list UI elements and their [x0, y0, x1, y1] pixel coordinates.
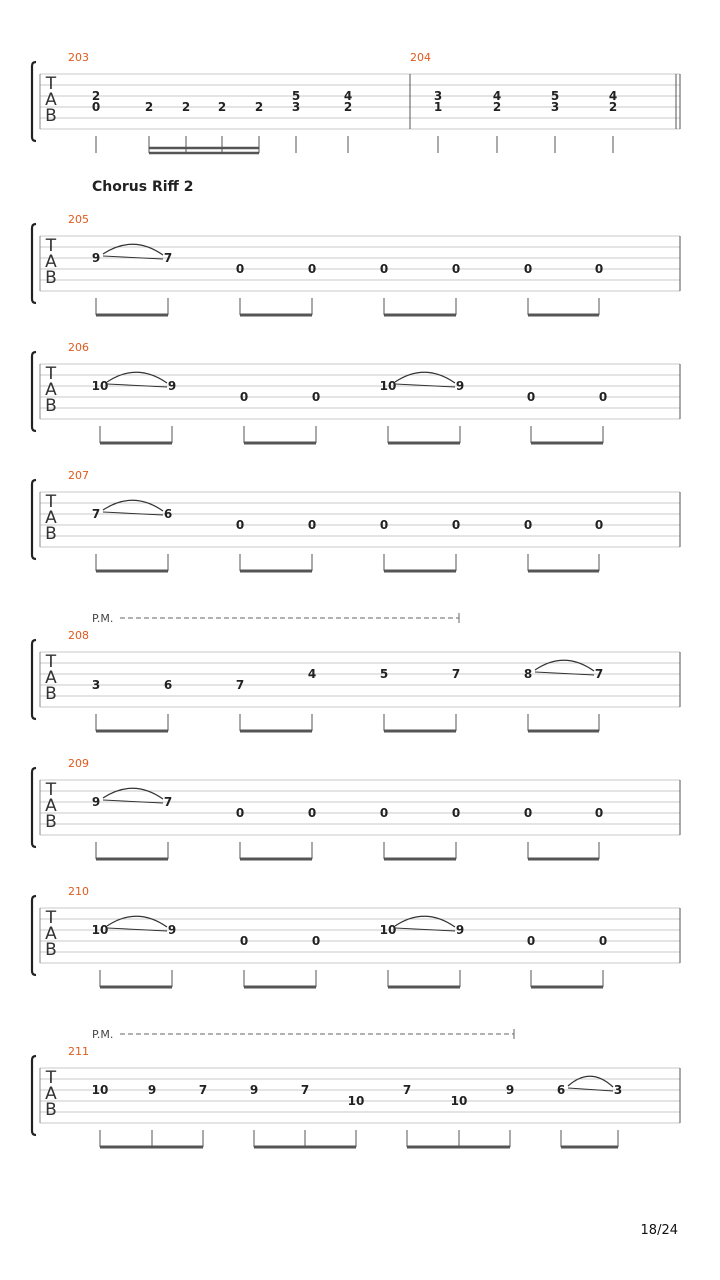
fret-number: 10	[91, 1083, 109, 1097]
fret-number: 3	[550, 100, 560, 114]
fret-number: 3	[613, 1083, 623, 1097]
fret-number: 0	[598, 934, 608, 948]
fret-number: 0	[451, 518, 461, 532]
fret-number: 0	[379, 262, 389, 276]
fret-number: 0	[311, 934, 321, 948]
fret-number: 2	[608, 100, 618, 114]
staff-system	[32, 213, 680, 315]
fret-number: 5	[379, 667, 389, 681]
fret-number: 9	[167, 379, 177, 393]
fret-number: 7	[300, 1083, 310, 1097]
measure-number: 208	[68, 629, 89, 642]
staff-system	[32, 757, 680, 859]
slur-arc	[568, 1076, 613, 1087]
measure-number: 205	[68, 213, 89, 226]
fret-number: 9	[147, 1083, 157, 1097]
fret-number: 7	[163, 795, 173, 809]
tab-clef-letter: B	[45, 524, 57, 544]
tab-clef-letter: B	[45, 268, 57, 288]
tab-clef-letter: T	[45, 780, 57, 800]
fret-number: 0	[235, 806, 245, 820]
fret-number: 0	[239, 934, 249, 948]
fret-number: 0	[379, 518, 389, 532]
system-bracket	[32, 352, 36, 431]
slur-arc	[107, 916, 167, 927]
fret-number: 9	[167, 923, 177, 937]
measure-number: 209	[68, 757, 89, 770]
fret-number: 2	[217, 100, 227, 114]
section-label-chorus-riff-2: Chorus Riff 2	[92, 179, 194, 195]
fret-number: 9	[455, 923, 465, 937]
staff-system	[32, 51, 680, 153]
fret-number: 0	[526, 934, 536, 948]
fret-number: 10	[450, 1094, 468, 1108]
system-bracket	[32, 224, 36, 303]
system-bracket	[32, 640, 36, 719]
fret-number: 10	[379, 923, 397, 937]
fret-number: 0	[523, 262, 533, 276]
staff-system	[32, 469, 680, 571]
palm-mute-label: P.M.	[92, 612, 114, 625]
fret-number: 4	[608, 89, 618, 103]
system-bracket	[32, 768, 36, 847]
fret-number: 0	[235, 518, 245, 532]
system-bracket	[32, 896, 36, 975]
slur-arc	[107, 372, 167, 383]
tab-clef-letter: A	[45, 1084, 57, 1104]
staff-system	[32, 885, 680, 987]
fret-number: 9	[505, 1083, 515, 1097]
fret-number: 7	[163, 251, 173, 265]
fret-number: 0	[307, 518, 317, 532]
tab-clef-letter: A	[45, 380, 57, 400]
tab-clef-letter: B	[45, 812, 57, 832]
measure-number: 206	[68, 341, 89, 354]
fret-number: 2	[254, 100, 264, 114]
measure-number: 204	[410, 51, 431, 64]
fret-number: 2	[144, 100, 154, 114]
fret-number: 1	[433, 100, 443, 114]
system-bracket	[32, 1056, 36, 1135]
fret-number: 5	[291, 89, 301, 103]
palm-mute-label: P.M.	[92, 1028, 114, 1041]
fret-number: 10	[347, 1094, 365, 1108]
tab-clef-letter: A	[45, 796, 57, 816]
fret-number: 9	[91, 795, 101, 809]
fret-number: 0	[523, 806, 533, 820]
tab-clef-letter: T	[45, 908, 57, 928]
tab-clef-letter: T	[45, 364, 57, 384]
staff-system	[32, 341, 680, 443]
fret-number: 7	[235, 678, 245, 692]
fret-number: 0	[379, 806, 389, 820]
measure-number: 210	[68, 885, 89, 898]
fret-number: 4	[307, 667, 317, 681]
fret-number: 0	[594, 806, 604, 820]
tab-clef-letter: A	[45, 90, 57, 110]
fret-number: 7	[451, 667, 461, 681]
fret-number: 0	[594, 518, 604, 532]
measure-number: 207	[68, 469, 89, 482]
fret-number: 7	[402, 1083, 412, 1097]
tab-clef-letter: A	[45, 508, 57, 528]
fret-number: 0	[598, 390, 608, 404]
tab-clef-letter: B	[45, 1100, 57, 1120]
fret-number: 0	[451, 806, 461, 820]
slur-arc	[103, 500, 163, 511]
tab-clef-letter: B	[45, 684, 57, 704]
fret-number: 10	[91, 923, 109, 937]
fret-number: 0	[91, 100, 101, 114]
measure-number: 211	[68, 1045, 89, 1058]
page-number: 18/24	[640, 1223, 678, 1238]
fret-number: 2	[492, 100, 502, 114]
fret-number: 4	[492, 89, 502, 103]
slur-arc	[395, 916, 455, 927]
fret-number: 0	[307, 262, 317, 276]
fret-number: 6	[163, 507, 173, 521]
tab-clef-letter: T	[45, 74, 57, 94]
fret-number: 3	[433, 89, 443, 103]
fret-number: 0	[307, 806, 317, 820]
fret-number: 10	[379, 379, 397, 393]
fret-number: 8	[523, 667, 533, 681]
slur-arc	[395, 372, 455, 383]
fret-number: 9	[249, 1083, 259, 1097]
fret-number: 6	[163, 678, 173, 692]
staff-system	[32, 612, 680, 731]
fret-number: 6	[556, 1083, 566, 1097]
slur-arc	[535, 660, 594, 671]
fret-number: 2	[181, 100, 191, 114]
slur-arc	[103, 244, 163, 255]
tab-clef-letter: B	[45, 940, 57, 960]
tab-clef-letter: T	[45, 236, 57, 256]
measure-number: 203	[68, 51, 89, 64]
tab-clef-letter: A	[45, 252, 57, 272]
system-bracket	[32, 480, 36, 559]
staff-system	[32, 1028, 680, 1147]
fret-number: 0	[235, 262, 245, 276]
tab-clef-letter: B	[45, 106, 57, 126]
fret-number: 3	[91, 678, 101, 692]
tab-clef-letter: A	[45, 668, 57, 688]
fret-number: 3	[291, 100, 301, 114]
fret-number: 9	[91, 251, 101, 265]
fret-number: 0	[523, 518, 533, 532]
fret-number: 2	[343, 100, 353, 114]
fret-number: 7	[198, 1083, 208, 1097]
fret-number: 0	[451, 262, 461, 276]
tab-clef-letter: T	[45, 652, 57, 672]
tab-clef-letter: B	[45, 396, 57, 416]
fret-number: 5	[550, 89, 560, 103]
tab-clef-letter: T	[45, 1068, 57, 1088]
slur-arc	[103, 788, 163, 799]
fret-number: 0	[594, 262, 604, 276]
fret-number: 4	[343, 89, 353, 103]
fret-number: 0	[526, 390, 536, 404]
fret-number: 0	[239, 390, 249, 404]
fret-number: 7	[594, 667, 604, 681]
fret-number: 2	[91, 89, 101, 103]
fret-number: 0	[311, 390, 321, 404]
system-bracket	[32, 62, 36, 141]
fret-number: 9	[455, 379, 465, 393]
fret-number: 7	[91, 507, 101, 521]
fret-number: 10	[91, 379, 109, 393]
tab-clef-letter: T	[45, 492, 57, 512]
tab-clef-letter: A	[45, 924, 57, 944]
